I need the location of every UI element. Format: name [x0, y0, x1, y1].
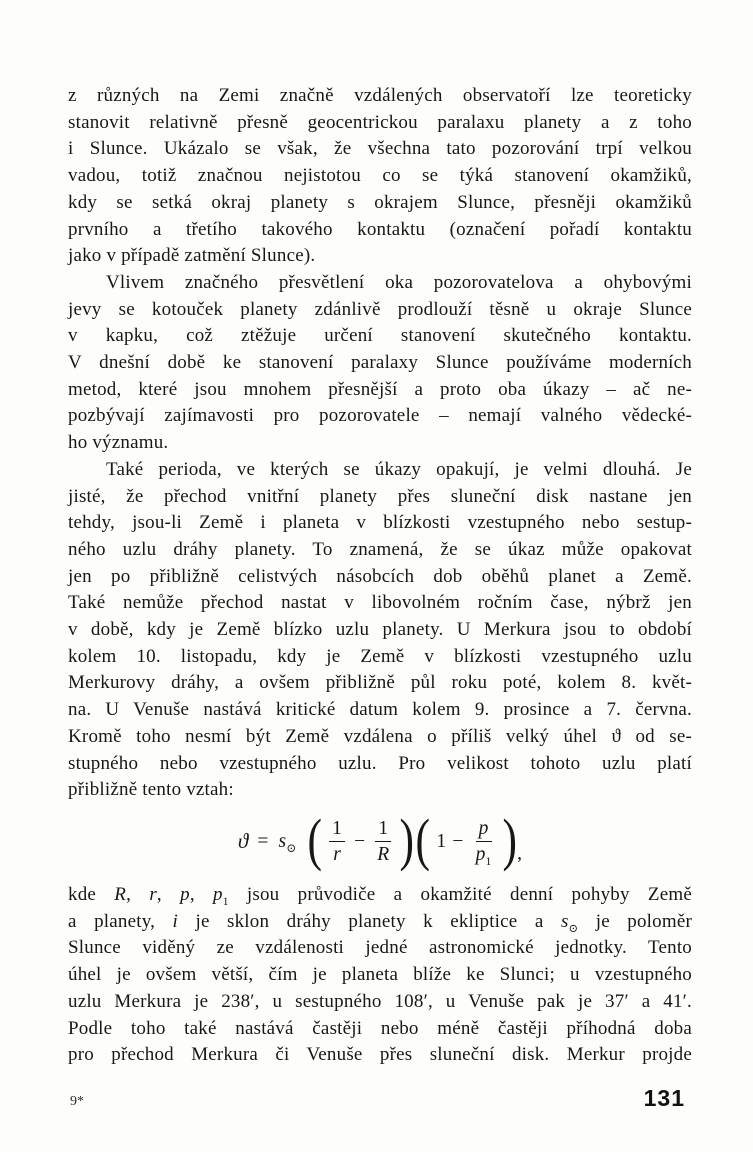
- minus-sign: −: [452, 831, 464, 853]
- close-paren: ): [502, 806, 517, 872]
- text-line: vadou, totiž značnou nejistotou co se týká stanovení okamžiků,: [68, 165, 692, 187]
- text-line: Také perioda, ve kterých se úkazy opakují, je velmi dlouhá. Je: [106, 458, 692, 480]
- paragraph-1: [68, 83, 692, 270]
- paragraph-4: [68, 882, 692, 1069]
- fraction-p-over-p1: $\frac{p}{p_1}$: [475, 817, 492, 869]
- text-line: jako v případě zatmění Slunce).: [68, 245, 316, 267]
- text-line: kdy se setká okraj planety s okrajem Slunce, přesněji okamžiků: [68, 191, 692, 213]
- text-line: uzlu Merkura je 238′, u sestupného 108′, u Venuše pak je 37′ a 41′.: [68, 990, 692, 1012]
- text-line: z různých na Zemi značně vzdálených observatoří lze teoreticky: [68, 85, 692, 106]
- text-line: úhel je ovšem větší, čím je planeta blíže ke Slunci; u vzestupného: [68, 964, 692, 986]
- text-line: metod, které jsou mnohem přesnější a proto oba úkazy – ač ne-: [68, 378, 692, 400]
- text-line: Vlivem značného přesvětlení oka pozorovatelova a ohybovými: [106, 271, 692, 293]
- text-line: Merkurovy dráhy, a ovšem přibližně půl roku poté, kolem 8. květ-: [68, 672, 692, 694]
- fraction-1-over-r: $\frac{1}{r}$: [329, 819, 345, 865]
- text-line: Slunce viděný ze vzdálenosti jedné astronomické jednotky. Tento: [68, 937, 692, 959]
- minus-sign: −: [354, 831, 366, 853]
- equals-sign: =: [257, 831, 269, 853]
- text-line: stanovit relativně přesně geocentrickou paralaxu planety a z toho: [68, 111, 692, 133]
- open-paren: (: [307, 806, 322, 872]
- text-line: jevy se kotouček planety zdánlivě prodlouží těsně u okraje Slunce: [68, 298, 692, 320]
- numeral-one: 1: [436, 831, 447, 853]
- text-line: pro přechod Merkura či Venuše přes sluneční disk. Merkur projde: [68, 1044, 692, 1066]
- open-paren: (: [415, 806, 430, 872]
- text-line: v době, kdy je Země blízko uzlu planety. U Merkura jsou to období: [68, 619, 692, 641]
- text-line: prvního a třetího takového kontaktu (označení pořadí kontaktu: [68, 218, 692, 240]
- solar-radius-symbol: $s_⊙$: [278, 831, 297, 856]
- page-number: 131: [643, 1085, 685, 1111]
- text-line: v kapku, což ztěžuje určení stanovení skutečného kontaktu.: [68, 325, 692, 347]
- text-line: a planety, i je sklon dráhy planety k ekliptice a $s_⊙$ je poloměr: [68, 910, 692, 935]
- text-line: ného uzlu dráhy planety. To znamená, že se úkaz může opakovat: [68, 538, 692, 560]
- text-line: jen po přibližně celistvých násobcích dob oběhů planet a Země.: [68, 565, 692, 587]
- sun-icon: ⊙: [286, 841, 297, 856]
- page-text: [68, 83, 692, 1069]
- text-line: Podle toho také nastává častěji nebo méně častěji příhodná doba: [68, 1017, 692, 1039]
- text-line: V dnešní době ke stanovení paralaxy Slunce používáme moderních: [68, 352, 692, 374]
- text-line: kolem 10. listopadu, kdy je Země v blízkosti vzestupného uzlu: [68, 645, 692, 667]
- text-line: pozbývají zajímavosti pro pozorovatele – nemají valného vědecké-: [68, 405, 692, 427]
- trailing-comma: ,: [517, 843, 523, 865]
- fraction-1-over-R: $\frac{1}{R}$: [377, 817, 390, 866]
- text-line: Kromě toho nesmí být Země vzdálena o příliš velký úhel ϑ od se-: [68, 725, 692, 747]
- theta-symbol: ϑ: [237, 829, 249, 854]
- text-line: tehdy, jsou-li Země i planeta v blízkosti vzestupného nebo sestup-: [68, 512, 692, 534]
- text-line: ho významu.: [68, 432, 169, 454]
- text-line: na. U Venuše nastává kritické datum kolem 9. prosince a 7. června.: [68, 699, 692, 721]
- text-line: stupného nebo vzestupného uzlu. Pro velikost tohoto uzlu platí: [68, 752, 692, 774]
- paragraph-3: [68, 457, 692, 804]
- text-line: jisté, že přechod vnitřní planety přes sluneční disk nastane jen: [68, 485, 692, 507]
- text-line: kde R, r, p, $p_1$ jsou průvodiče a okamžité denní pohyby Země: [68, 883, 692, 908]
- text-line: přibližně tento vztah:: [68, 779, 234, 801]
- text-line: i Slunce. Ukázalo se však, že všechna tato pozorování trpí velkou: [68, 138, 692, 160]
- paragraph-2: [68, 270, 692, 457]
- signature-mark: 9*: [70, 1094, 84, 1109]
- close-paren: ): [399, 806, 415, 872]
- text-line: Také nemůže přechod nastat v libovolném ročním čase, nýbrž jen: [68, 592, 692, 614]
- equation: [68, 806, 692, 878]
